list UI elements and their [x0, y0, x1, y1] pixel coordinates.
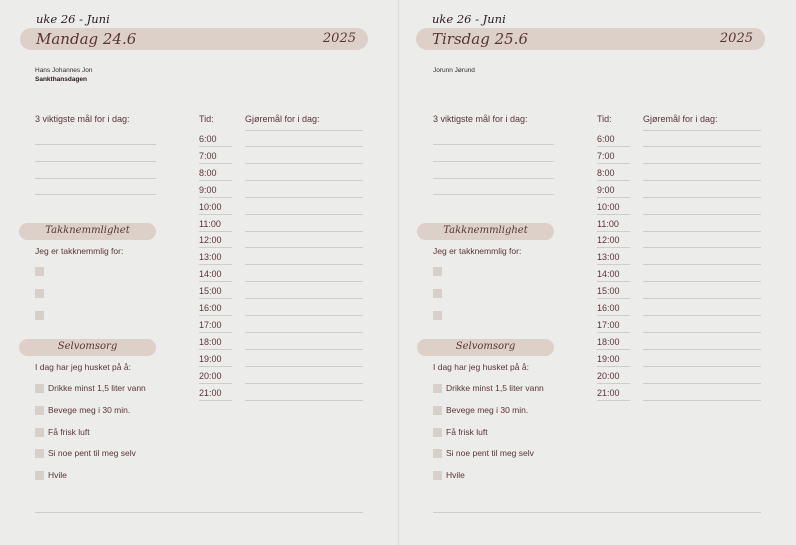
- hour-line: [597, 400, 630, 401]
- hour-line: [597, 264, 630, 265]
- hour-line: [199, 180, 232, 181]
- hour-label: 21:00: [597, 387, 620, 398]
- todo-line[interactable]: [643, 332, 761, 333]
- hour-label: 12:00: [597, 235, 620, 246]
- hour-label: 11:00: [199, 218, 221, 229]
- hour-line: [199, 264, 232, 265]
- hour-line: [597, 146, 630, 147]
- todo-line[interactable]: [643, 383, 761, 384]
- hour-label: 9:00: [199, 184, 217, 195]
- selfcare-checkbox[interactable]: [35, 449, 44, 458]
- hour-label: 9:00: [597, 184, 615, 195]
- gratitude-checkbox-1[interactable]: [433, 267, 442, 276]
- selfcare-item-label: Hvile: [48, 470, 67, 481]
- hour-line: [199, 349, 232, 350]
- hour-label: 8:00: [199, 167, 217, 178]
- hour-line: [199, 400, 232, 401]
- hour-line: [199, 163, 232, 164]
- notes-line[interactable]: [433, 512, 761, 513]
- gratitude-band: [417, 223, 554, 240]
- selfcare-checkbox[interactable]: [433, 471, 442, 480]
- goal-line-1[interactable]: [433, 144, 554, 145]
- todo-line[interactable]: [245, 315, 363, 316]
- selfcare-prompt: I dag har jeg husket på å:: [433, 362, 529, 372]
- todo-line[interactable]: [643, 366, 761, 367]
- gratitude-band: [19, 223, 156, 240]
- holiday-label: Sankthansdagen: [35, 76, 88, 83]
- hour-line: [199, 146, 232, 147]
- todo-line[interactable]: [245, 332, 363, 333]
- hour-line: [597, 163, 630, 164]
- todo-line[interactable]: [245, 180, 363, 181]
- todo-line[interactable]: [643, 315, 761, 316]
- hour-line: [597, 214, 630, 215]
- todo-line[interactable]: [245, 281, 363, 282]
- hour-line: [597, 180, 630, 181]
- day-title: Tirsdag 25.6: [432, 30, 528, 48]
- todo-line[interactable]: [245, 197, 363, 198]
- todo-line[interactable]: [643, 349, 761, 350]
- hour-label: 13:00: [597, 252, 620, 263]
- hour-label: 12:00: [199, 235, 222, 246]
- hour-label: 17:00: [597, 319, 620, 330]
- gratitude-prompt: Jeg er takknemmlig for:: [433, 246, 522, 256]
- hour-label: 14:00: [597, 269, 620, 280]
- hour-label: 10:00: [199, 201, 222, 212]
- gratitude-checkbox-3[interactable]: [35, 311, 44, 320]
- hour-line: [199, 298, 232, 299]
- hour-label: 16:00: [597, 303, 620, 313]
- gratitude-checkbox-2[interactable]: [433, 289, 442, 298]
- selfcare-band: [19, 339, 156, 356]
- todo-line[interactable]: [643, 180, 761, 181]
- hour-label: 7:00: [199, 150, 217, 161]
- hour-label: 6:00: [597, 134, 615, 144]
- selfcare-checkbox[interactable]: [433, 449, 442, 458]
- hour-label: 8:00: [597, 167, 615, 178]
- year-label: 2025: [719, 31, 753, 46]
- selfcare-item-label: Drikke minst 1,5 liter vann: [446, 383, 544, 393]
- hour-label: 19:00: [199, 353, 222, 364]
- hour-label: 18:00: [597, 336, 620, 347]
- hour-label: 10:00: [597, 201, 620, 212]
- selfcare-checkbox[interactable]: [35, 471, 44, 480]
- todo-line[interactable]: [245, 366, 363, 367]
- selfcare-item-label: Bevege meg i 30 min.: [446, 404, 529, 415]
- todo-heading: Gjøremål for i dag:: [245, 114, 320, 124]
- todo-line[interactable]: [643, 298, 761, 299]
- selfcare-item-label: Drikke minst 1,5 liter vann: [48, 383, 146, 393]
- todo-line[interactable]: [643, 247, 761, 248]
- hour-line: [199, 383, 232, 384]
- todo-line[interactable]: [245, 146, 363, 147]
- hour-line: [199, 247, 232, 248]
- todo-line[interactable]: [245, 130, 363, 131]
- hour-line: [199, 197, 232, 198]
- selfcare-item-label: Få frisk luft: [446, 426, 488, 437]
- hour-label: 21:00: [199, 387, 222, 398]
- selfcare-title: Selvomsorg: [57, 341, 118, 352]
- goal-line-3[interactable]: [35, 178, 156, 179]
- todo-line[interactable]: [245, 383, 363, 384]
- goal-line-4[interactable]: [35, 194, 156, 195]
- hour-label: 18:00: [199, 336, 222, 347]
- week-label: uke 26 - Juni: [432, 12, 506, 26]
- week-label: uke 26 - Juni: [36, 12, 110, 26]
- hour-line: [597, 231, 630, 232]
- hour-label: 7:00: [597, 150, 615, 161]
- todo-line[interactable]: [643, 146, 761, 147]
- todo-line[interactable]: [643, 163, 761, 164]
- hour-line: [199, 315, 232, 316]
- hour-label: 20:00: [199, 370, 222, 381]
- hour-label: 19:00: [597, 353, 620, 364]
- selfcare-band: [417, 339, 554, 356]
- gratitude-checkbox-3[interactable]: [433, 311, 442, 320]
- selfcare-item-label: Bevege meg i 30 min.: [48, 404, 131, 415]
- hour-line: [597, 332, 630, 333]
- todo-line[interactable]: [245, 298, 363, 299]
- name-day-names: Jorunn Jørund: [433, 67, 475, 74]
- gratitude-prompt: Jeg er takknemmlig for:: [35, 246, 124, 256]
- todo-line[interactable]: [643, 130, 761, 131]
- goal-line-2[interactable]: [433, 161, 554, 162]
- todo-line[interactable]: [245, 214, 363, 215]
- hour-line: [597, 281, 630, 282]
- hour-label: 16:00: [199, 303, 222, 313]
- selfcare-item-label: Få frisk luft: [48, 426, 90, 437]
- hour-label: 14:00: [199, 269, 222, 280]
- time-heading: Tid:: [199, 114, 214, 124]
- notes-line[interactable]: [35, 512, 363, 513]
- hour-line: [597, 315, 630, 316]
- hour-line: [597, 366, 630, 367]
- todo-line[interactable]: [643, 400, 761, 401]
- todo-line[interactable]: [245, 349, 363, 350]
- selfcare-prompt: I dag har jeg husket på å:: [35, 362, 131, 372]
- todo-line[interactable]: [245, 400, 363, 401]
- hour-label: 17:00: [199, 319, 222, 330]
- gratitude-checkbox-1[interactable]: [35, 267, 44, 276]
- hour-line: [597, 298, 630, 299]
- selfcare-checkbox[interactable]: [35, 406, 44, 415]
- todo-line[interactable]: [245, 264, 363, 265]
- todo-heading: Gjøremål for i dag:: [643, 114, 718, 124]
- hour-line: [199, 281, 232, 282]
- year-label: 2025: [322, 31, 356, 46]
- selfcare-checkbox[interactable]: [35, 384, 44, 393]
- todo-line[interactable]: [643, 264, 761, 265]
- selfcare-item-label: Hvile: [446, 470, 465, 481]
- day-title: Mandag 24.6: [36, 30, 137, 48]
- hour-line: [597, 349, 630, 350]
- gratitude-title: Takknemmlighet: [443, 225, 528, 236]
- hour-label: 20:00: [597, 370, 620, 381]
- selfcare-item-label: Si noe pent til meg selv: [446, 448, 534, 459]
- hour-line: [199, 214, 232, 215]
- hour-line: [199, 366, 232, 367]
- day-header-band: [416, 28, 765, 50]
- selfcare-item-label: Si noe pent til meg selv: [48, 448, 136, 459]
- selfcare-checkbox[interactable]: [433, 428, 442, 437]
- hour-line: [199, 231, 232, 232]
- goal-line-3[interactable]: [433, 178, 554, 179]
- hour-line: [597, 197, 630, 198]
- goals-heading: 3 viktigste mål for i dag:: [35, 114, 130, 124]
- todo-line[interactable]: [245, 231, 363, 232]
- day-header-band: [20, 28, 368, 50]
- right-page: [398, 0, 796, 545]
- hour-line: [199, 332, 232, 333]
- time-heading: Tid:: [597, 114, 612, 124]
- selfcare-title: Selvomsorg: [455, 341, 516, 352]
- todo-line[interactable]: [245, 163, 363, 164]
- goals-heading: 3 viktigste mål for i dag:: [433, 114, 528, 124]
- todo-line[interactable]: [643, 281, 761, 282]
- name-days: [433, 66, 475, 75]
- name-days: [35, 66, 92, 84]
- todo-line[interactable]: [245, 247, 363, 248]
- hour-label: 15:00: [199, 286, 222, 297]
- hour-label: 6:00: [199, 134, 217, 144]
- selfcare-checkbox[interactable]: [433, 406, 442, 415]
- todo-line[interactable]: [643, 214, 761, 215]
- todo-line[interactable]: [643, 197, 761, 198]
- goal-line-4[interactable]: [433, 194, 554, 195]
- hour-label: 13:00: [199, 252, 222, 263]
- hour-label: 11:00: [597, 218, 619, 229]
- gratitude-title: Takknemmlighet: [45, 225, 130, 236]
- hour-line: [597, 247, 630, 248]
- goal-line-1[interactable]: [35, 144, 156, 145]
- selfcare-checkbox[interactable]: [433, 384, 442, 393]
- gratitude-checkbox-2[interactable]: [35, 289, 44, 298]
- hour-label: 15:00: [597, 286, 620, 297]
- goal-line-2[interactable]: [35, 161, 156, 162]
- name-day-names: Hans Johannes Jon: [35, 67, 93, 74]
- todo-line[interactable]: [643, 231, 761, 232]
- selfcare-checkbox[interactable]: [35, 428, 44, 437]
- hour-line: [597, 383, 630, 384]
